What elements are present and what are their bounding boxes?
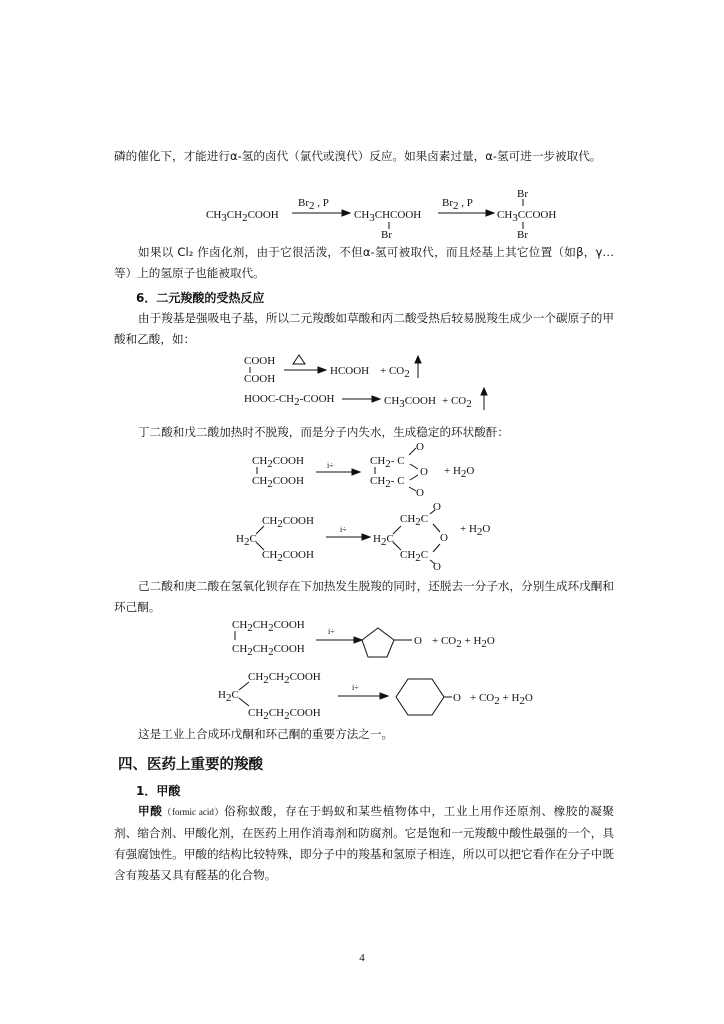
- rxn6-plus: + CO2 + H2O: [432, 635, 495, 650]
- rxn6-o: O: [414, 635, 422, 647]
- rxn7-plus: + CO2 + H2O: [470, 692, 533, 707]
- rxn5-p-bottom: CH2C: [400, 549, 429, 564]
- rxn5-p-top: CH2C: [400, 513, 429, 528]
- rxn2-co2: + CO2: [380, 365, 410, 380]
- rxn5-o-bottom: O: [433, 561, 441, 573]
- rxn7-r-mid: H2C: [218, 689, 239, 704]
- rxn4-p-top: CH2- C: [370, 455, 405, 470]
- formic-acid-english: （formic acid）: [162, 807, 225, 817]
- rxn5-h2o: + H2O: [460, 523, 491, 538]
- rxn5-r-mid: H2C: [236, 533, 257, 548]
- rxn1-mid-br: Br: [381, 229, 392, 241]
- rxn4-r-top: CH2COOH: [252, 455, 304, 470]
- rxn1-arrow1-head: [342, 210, 350, 216]
- reaction-succinic-anhydride: [246, 442, 496, 498]
- rxn1-prod-br-top: Br: [517, 188, 528, 200]
- rxn1-arrow2-head: [486, 210, 494, 216]
- rxn1-product: CH3CCOOH: [497, 209, 557, 224]
- rxn7-bond-bottom: [239, 698, 249, 706]
- reaction-cyclopentanone: [226, 612, 516, 664]
- paragraph-chlorination: 如果以 Cl₂ 作卤化剂，由于它很活泼，不但α-氢可被取代，而且烃基上其它位置（如β，γ…等）上的氢原子也能被取代。: [114, 245, 614, 280]
- rxn7-bond-top: [239, 682, 249, 690]
- rxn5-r-bond-top: [256, 526, 264, 534]
- rxn3-product: CH3COOH: [384, 395, 436, 410]
- rxn1-reactant: CH3CH2COOH: [206, 209, 279, 224]
- rxn4-o-bottom: O: [416, 487, 424, 499]
- rxn1-prod-br-bottom: Br: [517, 229, 528, 241]
- rxn5-o-ring: O: [440, 532, 448, 544]
- rxn4-r-bottom: CH2COOH: [252, 475, 304, 490]
- rxn4-co-top: [409, 448, 416, 455]
- page-number: 4: [359, 952, 365, 964]
- rxn5-r-top: CH2COOH: [262, 515, 314, 530]
- rxn6-arrow-head: [354, 637, 362, 643]
- rxn5-r-bottom: CH2COOH: [262, 549, 314, 564]
- rxn4-o-top: O: [416, 441, 424, 453]
- rxn6-r-bottom: CH2CH2COOH: [232, 643, 305, 658]
- rxn2-top: COOH: [244, 355, 276, 367]
- rxn7-r-bottom: CH2CH2COOH: [248, 707, 321, 722]
- formic-acid-text: 俗称蚁酸，存在于蚂蚁和某些植物体中，工业上用作还原剂、橡胶的凝聚剂、缩合剂、甲酸化剂，在医药上用作消毒剂和防腐剂。它是饱和一元羧酸中酸性最强的一个，具有强腐蚀性。甲酸的结构比较特殊，即分子中的羧基和氢原子相连，所以可以把它看作在分子中既含有羧基又具有醛基的化合物。: [114, 804, 614, 882]
- paragraph-halogenation: 磷的催化下，才能进行α-氢的卤代（氯代或溴代）反应。如果卤素过量，α-氢可进一步被取代。: [114, 149, 602, 163]
- reaction-decarboxylation: [238, 352, 498, 412]
- rxn7-o: O: [453, 692, 461, 704]
- rxn3-reactant: HOOC-CH2-COOH: [244, 393, 335, 408]
- rxn4-arrow-label: i÷: [327, 461, 334, 470]
- rxn2-arrow-head: [318, 367, 326, 373]
- rxn5-o-top: O: [433, 501, 441, 513]
- paragraph-cyclic-ketones: 己二酸和庚二酸在氢氧化钡存在下加热发生脱羧的同时，还脱去一分子水，分别生成环戊酮和环己酮。: [114, 579, 614, 614]
- rxn4-o-ring: O: [420, 466, 428, 478]
- rxn6-r-top: CH2CH2COOH: [232, 619, 305, 634]
- paragraph-decarboxylation: 由于羧基是强吸电子基，所以二元羧酸如草酸和丙二酸受热后较易脱羧生成少一个碳原子的甲酸和乙酸，如：: [114, 311, 614, 346]
- rxn3-gas-arrow-head: [481, 388, 487, 395]
- rxn2-product: HCOOH: [330, 365, 370, 377]
- heading-formic-acid: 1．甲酸: [136, 784, 181, 798]
- heading-medical-acids: 四、医药上重要的羧酸: [118, 757, 263, 773]
- cyclohexane-ring: [396, 679, 444, 715]
- rxn5-arrow-label: i÷: [340, 525, 347, 534]
- rxn7-arrow-label: i÷: [352, 683, 359, 692]
- rxn4-p-bottom: CH2- C: [370, 475, 405, 490]
- rxn1-reagent1: Br2 , P: [298, 197, 329, 212]
- rxn7-arrow-head: [380, 693, 388, 699]
- rxn6-arrow-label: i÷: [328, 627, 335, 636]
- rxn2-heat-triangle: [293, 355, 305, 364]
- paragraph-industrial: 这是工业上合成环戊酮和环己酮的重要方法之一。: [138, 727, 394, 741]
- reaction-bromination: [200, 186, 580, 240]
- reaction-cyclohexanone: [212, 664, 542, 730]
- reaction-glutaric-anhydride: [230, 500, 510, 573]
- heading-dicarboxylic-heating: 6．二元羧酸的受热反应: [136, 291, 265, 305]
- cyclopentane-ring: [362, 628, 394, 657]
- rxn4-ring-bond-top: [410, 464, 418, 469]
- paragraph-anhydride: 丁二酸和戊二酸加热时不脱羧，而是分子内失水，生成稳定的环状酸酐：: [138, 425, 510, 439]
- rxn4-arrow-head: [352, 469, 360, 475]
- rxn5-ring-bottom: [433, 544, 440, 552]
- rxn4-ring-bond-bottom: [410, 475, 418, 480]
- paragraph-formic-acid: [114, 801, 614, 886]
- rxn4-h2o: + H2O: [444, 465, 475, 480]
- rxn5-p-mid: H2C: [373, 533, 394, 548]
- rxn3-arrow-head: [372, 396, 380, 402]
- rxn5-p-bond-top: [393, 526, 401, 534]
- rxn7-r-top: CH2CH2COOH: [248, 671, 321, 686]
- rxn2-bottom: COOH: [244, 373, 276, 385]
- rxn5-ring-top: [433, 524, 440, 532]
- rxn1-mid: CH3CHCOOH: [354, 209, 422, 224]
- rxn3-co2: + CO2: [442, 395, 472, 410]
- rxn4-co-bottom: [409, 487, 416, 491]
- formic-acid-term: 甲酸: [138, 804, 163, 818]
- rxn5-arrow-head: [362, 534, 370, 540]
- rxn2-gas-arrow-head: [415, 356, 421, 363]
- rxn1-reagent2: Br2 , P: [442, 197, 473, 212]
